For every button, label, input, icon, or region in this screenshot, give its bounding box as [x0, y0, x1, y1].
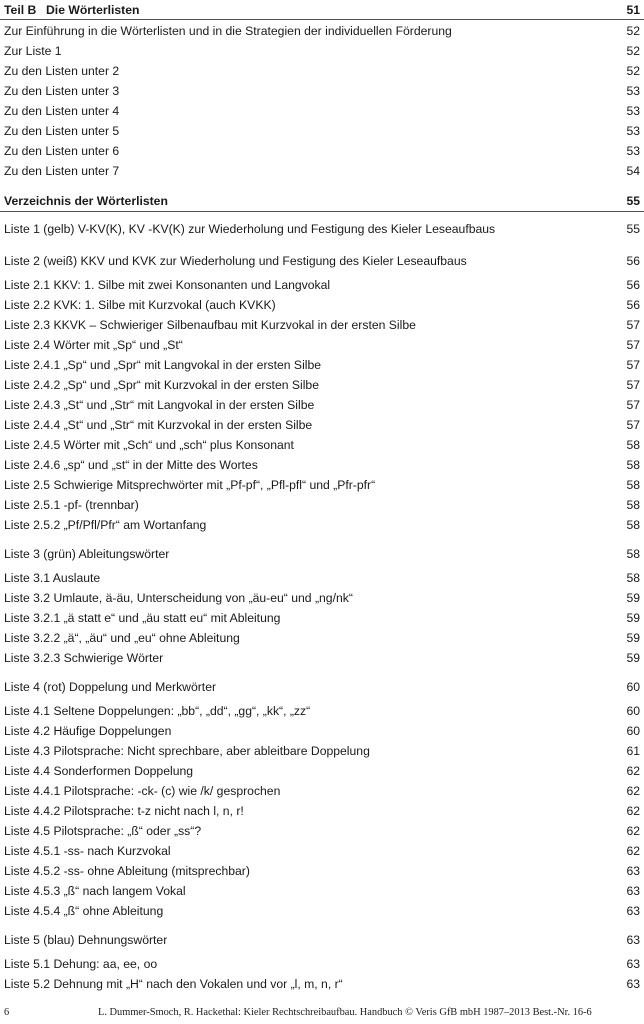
list-entry[interactable]: Liste 2.4.5 Wörter mit „Sch“ und „sch“ plus Konsonant 58: [4, 438, 640, 452]
heading-rule: [0, 19, 644, 20]
list-entry[interactable]: Liste 5.1 Dehung: aa, ee, oo 63: [4, 957, 640, 971]
list-entry[interactable]: Liste 2.4 Wörter mit „Sp“ und „St“ 57: [4, 338, 640, 352]
verzeichnis-title: Verzeichnis der Wörterlisten: [4, 194, 168, 208]
page-number: 6: [4, 1007, 10, 1018]
list-entry[interactable]: Liste 4.3 Pilotsprache: Nicht sprechbare, aber ableitbare Doppelung 61: [4, 744, 640, 758]
list-entry[interactable]: Liste 4.5.1 -ss- nach Kurzvokal 62: [4, 844, 640, 858]
list-entry[interactable]: Liste 4.5.3 „ß“ nach langem Vokal 63: [4, 884, 640, 898]
list-entry[interactable]: Liste 2.5.1 -pf- (trennbar) 58: [4, 498, 640, 512]
list-entry[interactable]: Liste 4.5.2 -ss- ohne Ableitung (mitsprechbar) 63: [4, 864, 640, 878]
verzeichnis-rule: [0, 211, 644, 212]
section-heading-teil-b: [4, 2, 640, 18]
list-entry[interactable]: Liste 2.5 Schwierige Mitsprechwörter mit „Pf-pf“, „Pfl-pfl“ und „Pfr-pfr“ 58: [4, 478, 640, 492]
list-entry[interactable]: Liste 3 (grün) Ableitungswörter 58: [4, 547, 640, 561]
list-entry[interactable]: Liste 4.4 Sonderformen Doppelung 62: [4, 764, 640, 778]
list-entry[interactable]: Liste 4.5.4 „ß“ ohne Ableitung 63: [4, 904, 640, 918]
list-entry[interactable]: Liste 2.4.4 „St“ und „Str“ mit Kurzvokal in der ersten Silbe 57: [4, 418, 640, 432]
list-entry[interactable]: Liste 2 (weiß) KKV und KVK zur Wiederholung und Festigung des Kieler Leseaufbaus 56: [4, 254, 640, 268]
section-page: 51: [626, 3, 640, 17]
toc-entry[interactable]: Zu den Listen unter 5 53: [4, 124, 640, 138]
toc-entry[interactable]: Zur Liste 1 52: [4, 44, 640, 58]
toc-entry[interactable]: Zu den Listen unter 3 53: [4, 84, 640, 98]
section-title: Die Wörterlisten: [46, 3, 140, 17]
list-entry[interactable]: Liste 3.1 Auslaute 58: [4, 571, 640, 585]
list-entry[interactable]: Liste 2.1 KKV: 1. Silbe mit zwei Konsonanten und Langvokal 56: [4, 278, 640, 292]
list-entry[interactable]: Liste 3.2.1 „ä statt e“ und „äu statt eu“ mit Ableitung 59: [4, 611, 640, 625]
verzeichnis-page: 55: [626, 194, 640, 208]
section-label: Teil B: [4, 3, 37, 17]
list-entry[interactable]: Liste 5.2 Dehnung mit „H“ nach den Vokalen und vor „l, m, n, r“ 63: [4, 977, 640, 991]
list-entry[interactable]: Liste 2.4.1 „Sp“ und „Spr“ mit Langvokal in der ersten Silbe 57: [4, 358, 640, 372]
list-entry[interactable]: Liste 4.5 Pilotsprache: „ß“ oder „ss“? 62: [4, 824, 640, 838]
list-entry[interactable]: Liste 1 (gelb) V-KV(K), KV -KV(K) zur Wiederholung und Festigung des Kieler Leseaufbaus 55: [4, 222, 640, 236]
list-entry[interactable]: Liste 4.2 Häufige Doppelungen 60: [4, 724, 640, 738]
list-entry[interactable]: Liste 2.2 KVK: 1. Silbe mit Kurzvokal (auch KVKK) 56: [4, 298, 640, 312]
list-entry[interactable]: Liste 2.4.6 „sp“ und „st“ in der Mitte des Wortes 58: [4, 458, 640, 472]
list-entry[interactable]: Liste 2.4.2 „Sp“ und „Spr“ mit Kurzvokal in der ersten Silbe 57: [4, 378, 640, 392]
list-entry[interactable]: Liste 4.4.2 Pilotsprache: t-z nicht nach l, n, r! 62: [4, 804, 640, 818]
list-entry[interactable]: Liste 5 (blau) Dehnungswörter 63: [4, 933, 640, 947]
list-entry[interactable]: Liste 3.2 Umlaute, ä-äu, Unterscheidung von „äu-eu“ und „ng/nk“ 59: [4, 591, 640, 605]
list-entry[interactable]: Liste 4.1 Seltene Doppelungen: „bb“, „dd“, „gg“, „kk“, „zz“ 60: [4, 704, 640, 718]
list-entry[interactable]: Liste 3.2.3 Schwierige Wörter 59: [4, 651, 640, 665]
list-entry[interactable]: Liste 2.4.3 „St“ und „Str“ mit Langvokal in der ersten Silbe 57: [4, 398, 640, 412]
list-entry[interactable]: Liste 4.4.1 Pilotsprache: -ck- (c) wie /k/ gesprochen 62: [4, 784, 640, 798]
toc-entry[interactable]: Zu den Listen unter 4 53: [4, 104, 640, 118]
footer-citation: L. Dummer-Smoch, R. Hackethal: Kieler Rechtschreibaufbau. Handbuch © Veris GfB mbH 1987–2013 Best.-Nr. 16-6: [98, 1007, 592, 1018]
list-entry[interactable]: Liste 2.3 KKVK – Schwieriger Silbenaufbau mit Kurzvokal in der ersten Silbe 57: [4, 318, 640, 332]
list-entry[interactable]: Liste 3.2.2 „ä“, „äu“ und „eu“ ohne Ableitung 59: [4, 631, 640, 645]
toc-entry[interactable]: Zu den Listen unter 6 53: [4, 144, 640, 158]
list-entry[interactable]: Liste 2.5.2 „Pf/Pfl/Pfr“ am Wortanfang 58: [4, 518, 640, 532]
toc-entry[interactable]: Zur Einführung in die Wörterlisten und in die Strategien der individuellen Förderung 52: [4, 24, 640, 38]
verzeichnis-heading: [4, 193, 640, 209]
toc-entry[interactable]: Zu den Listen unter 2 52: [4, 64, 640, 78]
page-footer: [0, 1005, 644, 1021]
list-entry[interactable]: Liste 4 (rot) Doppelung und Merkwörter 60: [4, 680, 640, 694]
toc-entry[interactable]: Zu den Listen unter 7 54: [4, 164, 640, 178]
